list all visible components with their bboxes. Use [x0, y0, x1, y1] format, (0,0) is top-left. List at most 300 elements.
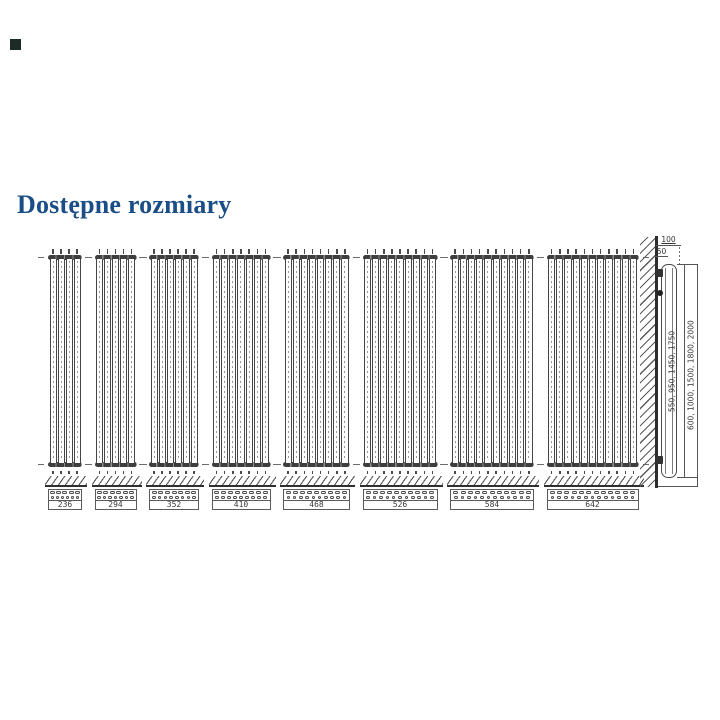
- tick: [158, 470, 166, 474]
- tube-section-circle: [417, 496, 421, 500]
- tube: [525, 259, 532, 463]
- tube: [175, 259, 182, 463]
- tube: [254, 259, 261, 463]
- tube-section-oval: [550, 491, 555, 495]
- tick: [621, 470, 629, 474]
- tube-section-circle: [221, 496, 225, 500]
- tube-section-oval: [511, 491, 516, 495]
- tube-section-circle: [597, 496, 601, 500]
- tick: [372, 470, 380, 474]
- tube-section-oval: [564, 491, 569, 495]
- tube: [573, 259, 580, 463]
- tube-section-oval: [572, 491, 577, 495]
- wall-bracket-top: [656, 269, 663, 277]
- radiator-heights-label: 550, 950, 1450, 1750: [667, 330, 677, 413]
- tube: [229, 259, 236, 463]
- tick: [517, 470, 525, 474]
- tube-section-circle: [611, 496, 615, 500]
- tick: [508, 470, 516, 474]
- tube-section-circle: [336, 496, 340, 500]
- radiator-front-view: [450, 255, 534, 467]
- tube: [96, 259, 103, 463]
- tick: [364, 470, 372, 474]
- tube: [405, 259, 412, 463]
- tube-section-oval: [110, 491, 115, 495]
- tick: [166, 470, 174, 474]
- tick: [420, 470, 428, 474]
- tube-section-oval: [293, 491, 298, 495]
- tube-section-circle: [461, 496, 465, 500]
- tube-section-circle: [631, 496, 635, 500]
- tube-section-circle: [398, 496, 402, 500]
- tube: [309, 259, 316, 463]
- radiator-front-view: [48, 255, 82, 467]
- tick: [580, 470, 588, 474]
- connection-ticks-bottom: [96, 470, 136, 474]
- tube-section-oval: [300, 491, 305, 495]
- radiator-front-view: [363, 255, 438, 467]
- tick: [292, 470, 300, 474]
- tube: [333, 259, 340, 463]
- tube-section-oval: [191, 491, 196, 495]
- tube: [191, 259, 198, 463]
- tick: [341, 470, 349, 474]
- tube-section-circle: [564, 496, 568, 500]
- tube-section-oval: [165, 491, 170, 495]
- connection-ticks-bottom: [49, 470, 81, 474]
- tube-section-circle: [571, 496, 575, 500]
- tube-section-oval: [103, 491, 108, 495]
- tube-section-oval: [56, 491, 61, 495]
- tick: [150, 470, 158, 474]
- tube-section-oval: [497, 491, 502, 495]
- tube-section-oval: [601, 491, 606, 495]
- tick: [73, 470, 81, 474]
- tube: [159, 259, 166, 463]
- tube-section-oval: [415, 491, 420, 495]
- tick: [333, 470, 341, 474]
- tick: [428, 470, 436, 474]
- tube-section-oval: [235, 491, 240, 495]
- tick: [253, 470, 261, 474]
- tube: [548, 259, 555, 463]
- tube-section-oval: [97, 491, 102, 495]
- tube-section-oval: [526, 491, 531, 495]
- tube: [564, 259, 571, 463]
- tube: [517, 259, 524, 463]
- tube-section-circle: [513, 496, 517, 500]
- tube-group: [451, 259, 533, 463]
- tube-section-oval: [69, 491, 74, 495]
- tube-section-circle: [158, 496, 162, 500]
- tube-section-circle: [169, 496, 173, 500]
- tick: [613, 470, 621, 474]
- tube: [614, 259, 621, 463]
- tick: [492, 470, 500, 474]
- wall-bracket-pivot: [657, 290, 663, 296]
- tube: [128, 259, 135, 463]
- tube: [413, 259, 420, 463]
- tube-section-circle: [591, 496, 595, 500]
- radiator-front-view: [283, 255, 350, 467]
- tube: [167, 259, 174, 463]
- tube-section-circle: [405, 496, 409, 500]
- radiator-front-view: [212, 255, 271, 467]
- tube-section-circle: [386, 496, 390, 500]
- tube-section-circle: [233, 496, 237, 500]
- cross-section: [450, 489, 534, 510]
- tube-section-oval: [461, 491, 466, 495]
- tube-section-oval: [408, 491, 413, 495]
- tick: [572, 470, 580, 474]
- tube-section-circle: [61, 496, 65, 500]
- cross-section: [212, 489, 271, 510]
- tick: [476, 470, 484, 474]
- tube-section-oval: [116, 491, 121, 495]
- tick: [213, 470, 221, 474]
- tick: [325, 470, 333, 474]
- tube-section-oval: [221, 491, 226, 495]
- wall-bracket-bottom: [656, 456, 663, 464]
- tick: [484, 470, 492, 474]
- width-dimension-label: 468: [284, 500, 349, 509]
- tube-section-oval: [263, 491, 268, 495]
- tube-section-circle: [557, 496, 561, 500]
- tube-section-oval: [475, 491, 480, 495]
- tube: [66, 259, 73, 463]
- tube-section-circle: [257, 496, 261, 500]
- tube-section-circle: [108, 496, 112, 500]
- tick: [412, 470, 420, 474]
- tick: [300, 470, 308, 474]
- tube-section-circle: [366, 496, 370, 500]
- tube: [341, 259, 348, 463]
- tube: [112, 259, 119, 463]
- tube-section-circle: [411, 496, 415, 500]
- tube-section-oval: [286, 491, 291, 495]
- tube-section-circle: [430, 496, 434, 500]
- tube-section-oval: [321, 491, 326, 495]
- tube-section-oval: [314, 491, 319, 495]
- tube-section-circle: [551, 496, 555, 500]
- tube-group: [150, 259, 198, 463]
- tube-section-oval: [62, 491, 67, 495]
- tube-section-oval: [608, 491, 613, 495]
- section-hatch: [146, 476, 204, 487]
- tube-section-oval: [214, 491, 219, 495]
- tube-section-oval: [366, 491, 371, 495]
- tube-section-circle: [299, 496, 303, 500]
- cross-section: [547, 489, 639, 510]
- tube-section-circle: [152, 496, 156, 500]
- tube-section-oval: [50, 491, 55, 495]
- tick: [65, 470, 73, 474]
- tube-section-oval: [152, 491, 157, 495]
- tube-section-oval: [490, 491, 495, 495]
- section-hatch: [360, 476, 443, 487]
- tube-section-circle: [324, 496, 328, 500]
- tick: [128, 470, 136, 474]
- tick: [597, 470, 605, 474]
- tube: [476, 259, 483, 463]
- wall-offset-dimension: 100: [656, 235, 681, 246]
- tube: [484, 259, 491, 463]
- tube-section-oval: [630, 491, 635, 495]
- tube-section-circle: [507, 496, 511, 500]
- tube-section-circle: [215, 496, 219, 500]
- tube-group: [49, 259, 81, 463]
- tube-section-circle: [56, 496, 60, 500]
- width-dimension-label: 584: [451, 500, 533, 509]
- tube: [213, 259, 220, 463]
- tube: [493, 259, 500, 463]
- tube: [301, 259, 308, 463]
- tick: [190, 470, 198, 474]
- tube-section-oval: [401, 491, 406, 495]
- total-heights-label: 600, 1000, 1500, 1800, 2000: [686, 320, 696, 431]
- tube-section-oval: [482, 491, 487, 495]
- tube: [396, 259, 403, 463]
- connection-ticks-bottom: [284, 470, 349, 474]
- tube-section-circle: [51, 496, 55, 500]
- width-dimension-label: 642: [548, 500, 638, 509]
- tick: [525, 470, 533, 474]
- tube: [317, 259, 324, 463]
- tube-section-circle: [480, 496, 484, 500]
- tube-section-oval: [123, 491, 128, 495]
- tube-section-oval: [158, 491, 163, 495]
- tube: [597, 259, 604, 463]
- tick: [308, 470, 316, 474]
- tube-section-circle: [103, 496, 107, 500]
- tick: [49, 470, 57, 474]
- connection-ticks-bottom: [150, 470, 198, 474]
- tube-section-circle: [97, 496, 101, 500]
- tube-section-circle: [487, 496, 491, 500]
- tube-section-circle: [181, 496, 185, 500]
- tube-section-oval: [328, 491, 333, 495]
- tube-section-oval: [468, 491, 473, 495]
- tube-section-circle: [175, 496, 179, 500]
- width-dimension-label: 294: [96, 500, 136, 509]
- tube: [262, 259, 269, 463]
- tube: [293, 259, 300, 463]
- bracket-offset-dimension: 50: [656, 247, 667, 256]
- tube-section-oval: [623, 491, 628, 495]
- tube: [388, 259, 395, 463]
- tube-section-circle: [239, 496, 243, 500]
- tube-section-circle: [114, 496, 118, 500]
- tick: [629, 470, 637, 474]
- tube-section-circle: [293, 496, 297, 500]
- tube-section-oval: [579, 491, 584, 495]
- tube-section-oval: [594, 491, 599, 495]
- tick: [237, 470, 245, 474]
- tube: [74, 259, 81, 463]
- tube: [50, 259, 57, 463]
- tube-group: [364, 259, 437, 463]
- tube-section-oval: [178, 491, 183, 495]
- section-hatch: [280, 476, 355, 487]
- tube-section-circle: [312, 496, 316, 500]
- tube-section-circle: [227, 496, 231, 500]
- tube-section-oval: [129, 491, 134, 495]
- tube-section-circle: [379, 496, 383, 500]
- tick: [588, 470, 596, 474]
- tube: [509, 259, 516, 463]
- tube: [468, 259, 475, 463]
- tube-section-circle: [263, 496, 267, 500]
- connection-ticks-bottom: [451, 470, 533, 474]
- tube-section-circle: [392, 496, 396, 500]
- tick: [182, 470, 190, 474]
- tick: [467, 470, 475, 474]
- tube-section-oval: [453, 491, 458, 495]
- width-dimension-label: 352: [150, 500, 198, 509]
- tube-section-oval: [335, 491, 340, 495]
- tube-section-circle: [187, 496, 191, 500]
- tube-section-circle: [454, 496, 458, 500]
- tube-section-oval: [422, 491, 427, 495]
- tube-section-circle: [164, 496, 168, 500]
- width-dimension-label: 410: [213, 500, 270, 509]
- tube-section-oval: [519, 491, 524, 495]
- width-dimension-label: 236: [49, 500, 81, 509]
- tube-section-oval: [387, 491, 392, 495]
- tube: [120, 259, 127, 463]
- section-hatch: [45, 476, 87, 487]
- tube-section-oval: [249, 491, 254, 495]
- tube: [622, 259, 629, 463]
- tube-section-oval: [504, 491, 509, 495]
- tick: [120, 470, 128, 474]
- tube-section-circle: [66, 496, 70, 500]
- tube-section-circle: [373, 496, 377, 500]
- tube-section-circle: [318, 496, 322, 500]
- tube: [589, 259, 596, 463]
- radiator-front-view: [149, 255, 199, 467]
- tube-section-oval: [615, 491, 620, 495]
- tube-section-oval: [373, 491, 378, 495]
- tick: [284, 470, 292, 474]
- tube: [325, 259, 332, 463]
- tick: [104, 470, 112, 474]
- tube-section-circle: [71, 496, 75, 500]
- tube: [104, 259, 111, 463]
- tube-section-circle: [330, 496, 334, 500]
- tube-section-circle: [577, 496, 581, 500]
- tube-section-circle: [125, 496, 129, 500]
- tube: [460, 259, 467, 463]
- tube-section-circle: [467, 496, 471, 500]
- tube-section-oval: [228, 491, 233, 495]
- tube-section-circle: [424, 496, 428, 500]
- tube-group: [96, 259, 136, 463]
- tick: [500, 470, 508, 474]
- tube-section-oval: [242, 491, 247, 495]
- tick: [388, 470, 396, 474]
- tube-section-circle: [474, 496, 478, 500]
- tick: [221, 470, 229, 474]
- tube-section-circle: [493, 496, 497, 500]
- tube-section-circle: [192, 496, 196, 500]
- tube: [58, 259, 65, 463]
- tube: [452, 259, 459, 463]
- tube-section-circle: [76, 496, 80, 500]
- total-height-dim-line: [697, 264, 698, 487]
- wall-hatch: [640, 237, 656, 487]
- tube-section-circle: [520, 496, 524, 500]
- radiator-height-dim-line: [684, 265, 685, 478]
- cross-section: [95, 489, 137, 510]
- tube-section-oval: [256, 491, 261, 495]
- tick: [229, 470, 237, 474]
- tick: [261, 470, 269, 474]
- tube-section-oval: [307, 491, 312, 495]
- logo-mark: [10, 39, 21, 50]
- section-hatch: [209, 476, 276, 487]
- tube: [151, 259, 158, 463]
- tube-section-oval: [342, 491, 347, 495]
- tube: [372, 259, 379, 463]
- tick: [96, 470, 104, 474]
- section-hatch: [544, 476, 644, 487]
- tube-section-oval: [429, 491, 434, 495]
- tube-section-circle: [604, 496, 608, 500]
- tube: [501, 259, 508, 463]
- tube-section-oval: [185, 491, 190, 495]
- tick: [245, 470, 253, 474]
- cross-section: [363, 489, 438, 510]
- tick: [556, 470, 564, 474]
- tube-section-circle: [130, 496, 134, 500]
- cross-section: [149, 489, 199, 510]
- tube-section-circle: [526, 496, 530, 500]
- tick: [112, 470, 120, 474]
- tube: [429, 259, 436, 463]
- tick: [396, 470, 404, 474]
- tube-section-oval: [586, 491, 591, 495]
- tube-section-circle: [287, 496, 291, 500]
- section-hatch: [92, 476, 142, 487]
- tick: [605, 470, 613, 474]
- connection-ticks-bottom: [213, 470, 270, 474]
- tube: [581, 259, 588, 463]
- tube-section-circle: [305, 496, 309, 500]
- tick: [564, 470, 572, 474]
- tick: [459, 470, 467, 474]
- radiator-front-view: [547, 255, 639, 467]
- tube: [221, 259, 228, 463]
- cross-section: [283, 489, 350, 510]
- tick: [317, 470, 325, 474]
- connection-ticks-bottom: [548, 470, 638, 474]
- tube: [183, 259, 190, 463]
- tube-section-circle: [617, 496, 621, 500]
- tube: [285, 259, 292, 463]
- tube-section-circle: [624, 496, 628, 500]
- tube-section-circle: [251, 496, 255, 500]
- tube-group: [548, 259, 638, 463]
- tube: [556, 259, 563, 463]
- tube-group: [284, 259, 349, 463]
- tube-section-circle: [500, 496, 504, 500]
- connection-ticks-bottom: [364, 470, 437, 474]
- tube-section-oval: [394, 491, 399, 495]
- dimension-guide-dotted-line: [679, 247, 680, 264]
- tube: [421, 259, 428, 463]
- tube: [364, 259, 371, 463]
